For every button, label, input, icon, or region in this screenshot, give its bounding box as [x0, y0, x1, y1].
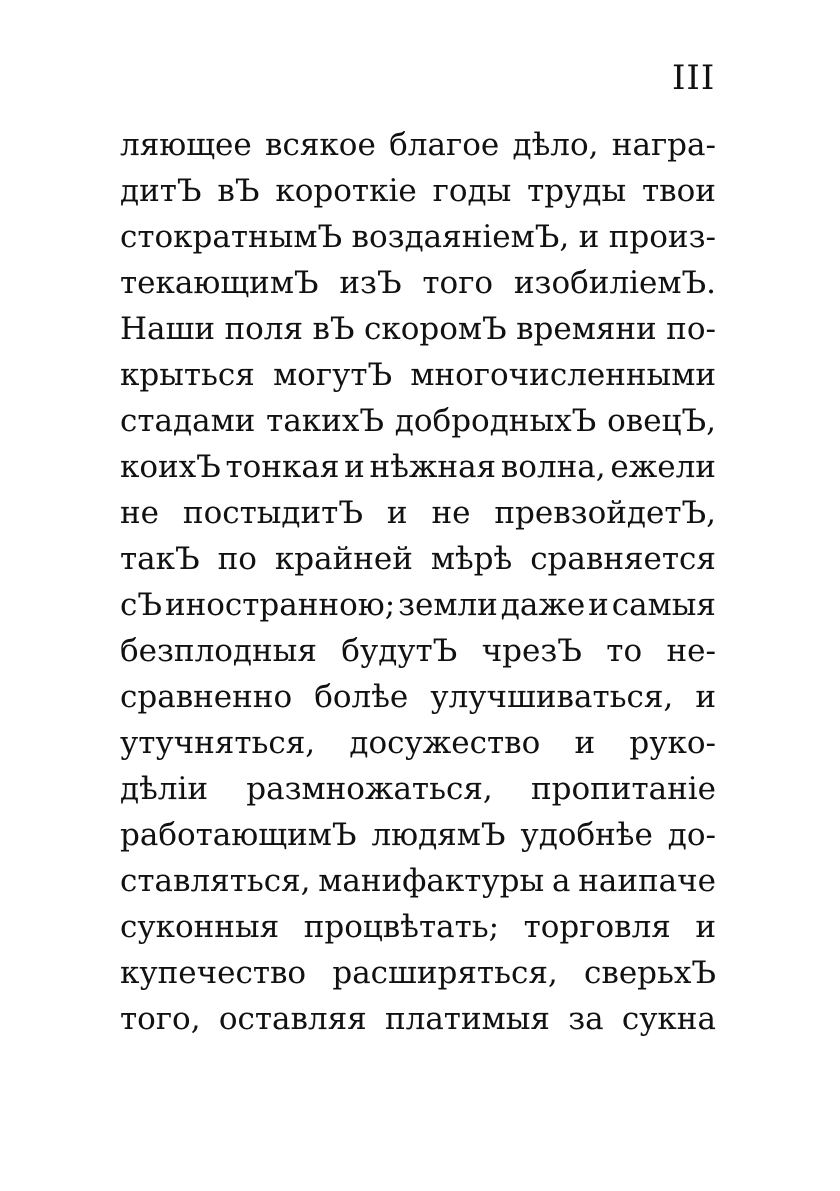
word: и: [588, 587, 609, 623]
word: и: [695, 679, 716, 715]
word: работающимЪ: [120, 817, 357, 853]
word: платимыя: [384, 1001, 550, 1037]
text-line: [120, 720, 716, 766]
word: вЪ: [217, 173, 260, 209]
word: нѣжная: [369, 449, 497, 485]
word: и: [574, 725, 596, 761]
word: оставляя: [218, 1001, 367, 1037]
word: сЪ: [120, 587, 162, 623]
word: руко-: [629, 725, 716, 761]
word: удобнѣе: [520, 817, 653, 853]
text-line: [120, 490, 716, 536]
text-line: [120, 168, 716, 214]
text-line: [120, 122, 716, 168]
word: ежели: [610, 449, 716, 485]
word: ставляться,: [120, 863, 311, 899]
word: дѣло,: [512, 127, 599, 163]
text-line: [120, 352, 716, 398]
word: дитЪ: [120, 173, 202, 209]
page-number: III: [672, 58, 716, 98]
text-line: [120, 214, 716, 260]
word: иностранною;: [164, 587, 396, 623]
word: сравненно: [120, 679, 293, 715]
word: превзойдетЪ,: [494, 495, 716, 531]
word: манифактуры: [318, 863, 545, 899]
text-line: [120, 306, 716, 352]
word: стократнымЪ: [120, 219, 343, 255]
word: овецЪ,: [607, 403, 716, 439]
word: до-: [667, 817, 716, 853]
word: и: [344, 449, 365, 485]
text-line: [120, 904, 716, 950]
word: расширяться,: [332, 955, 558, 991]
text-line: [120, 674, 716, 720]
word: утучняться,: [120, 725, 316, 761]
word: процвѣтать;: [303, 909, 500, 945]
word: вЪ: [312, 311, 355, 347]
word: по-: [666, 311, 716, 347]
word: наипаче: [578, 863, 716, 899]
word: ляющее: [120, 127, 252, 163]
word: многочисленными: [410, 357, 716, 393]
word: такЪ: [120, 541, 200, 577]
word: мѣрѣ: [430, 541, 513, 577]
text-line: [120, 582, 716, 628]
word: улучшиваться,: [430, 679, 674, 715]
word: произ-: [608, 219, 716, 255]
word: не-: [666, 633, 716, 669]
word: изобиліемЪ.: [513, 265, 716, 301]
word: крыться: [120, 357, 255, 393]
word: и: [578, 219, 600, 255]
word: не: [431, 495, 471, 531]
word: и: [386, 495, 408, 531]
word: добродныхЪ: [394, 403, 597, 439]
text-line: [120, 812, 716, 858]
word: то: [606, 633, 643, 669]
word: того: [422, 265, 494, 301]
word: самыя: [611, 587, 716, 623]
word: могутЪ: [273, 357, 393, 393]
word: постыдитЪ: [182, 495, 363, 531]
word: размножаться,: [246, 771, 493, 807]
word: сукна: [621, 1001, 716, 1037]
word: крайней: [274, 541, 413, 577]
text-line: [120, 950, 716, 996]
word: коихЪ: [120, 449, 221, 485]
word: воздаяніемЪ,: [351, 219, 570, 255]
word: не: [120, 495, 160, 531]
word: суконныя: [120, 909, 280, 945]
word: за: [568, 1001, 604, 1037]
word: пропитаніе: [530, 771, 716, 807]
word: даже: [500, 587, 586, 623]
word: такихЪ: [266, 403, 384, 439]
text-line: [120, 858, 716, 904]
word: благое: [389, 127, 500, 163]
word: досужество: [349, 725, 541, 761]
word: и: [695, 909, 716, 945]
word: безплодныя: [120, 633, 317, 669]
word: текающимЪ: [120, 265, 319, 301]
word: будутЪ: [341, 633, 458, 669]
word: сравняется: [530, 541, 716, 577]
text-line: [120, 996, 716, 1042]
text-line: [120, 260, 716, 306]
word: того,: [120, 1001, 201, 1037]
word: болѣе: [314, 679, 409, 715]
word: а: [551, 863, 571, 899]
word: всякое: [265, 127, 376, 163]
word: волна,: [500, 449, 606, 485]
word: дѣліи: [120, 771, 209, 807]
word: поля: [224, 311, 304, 347]
word: короткіе: [275, 173, 417, 209]
word: скоромЪ: [363, 311, 507, 347]
word: сверьхЪ: [584, 955, 716, 991]
word: людямЪ: [371, 817, 506, 853]
word: изЪ: [339, 265, 402, 301]
text-line: [120, 444, 716, 490]
word: тонкая: [225, 449, 340, 485]
word: времяни: [516, 311, 657, 347]
word: по: [217, 541, 257, 577]
body-text: [120, 122, 716, 1042]
word: награ-: [611, 127, 716, 163]
word: Наши: [120, 311, 215, 347]
word: торговля: [523, 909, 671, 945]
word: твои: [642, 173, 716, 209]
text-line: [120, 628, 716, 674]
word: чрезЪ: [481, 633, 582, 669]
text-line: [120, 536, 716, 582]
word: годы: [432, 173, 512, 209]
text-line: [120, 766, 716, 812]
word: земли: [398, 587, 498, 623]
word: купечество: [120, 955, 307, 991]
word: стадами: [120, 403, 256, 439]
word: труды: [527, 173, 627, 209]
text-line: [120, 398, 716, 444]
